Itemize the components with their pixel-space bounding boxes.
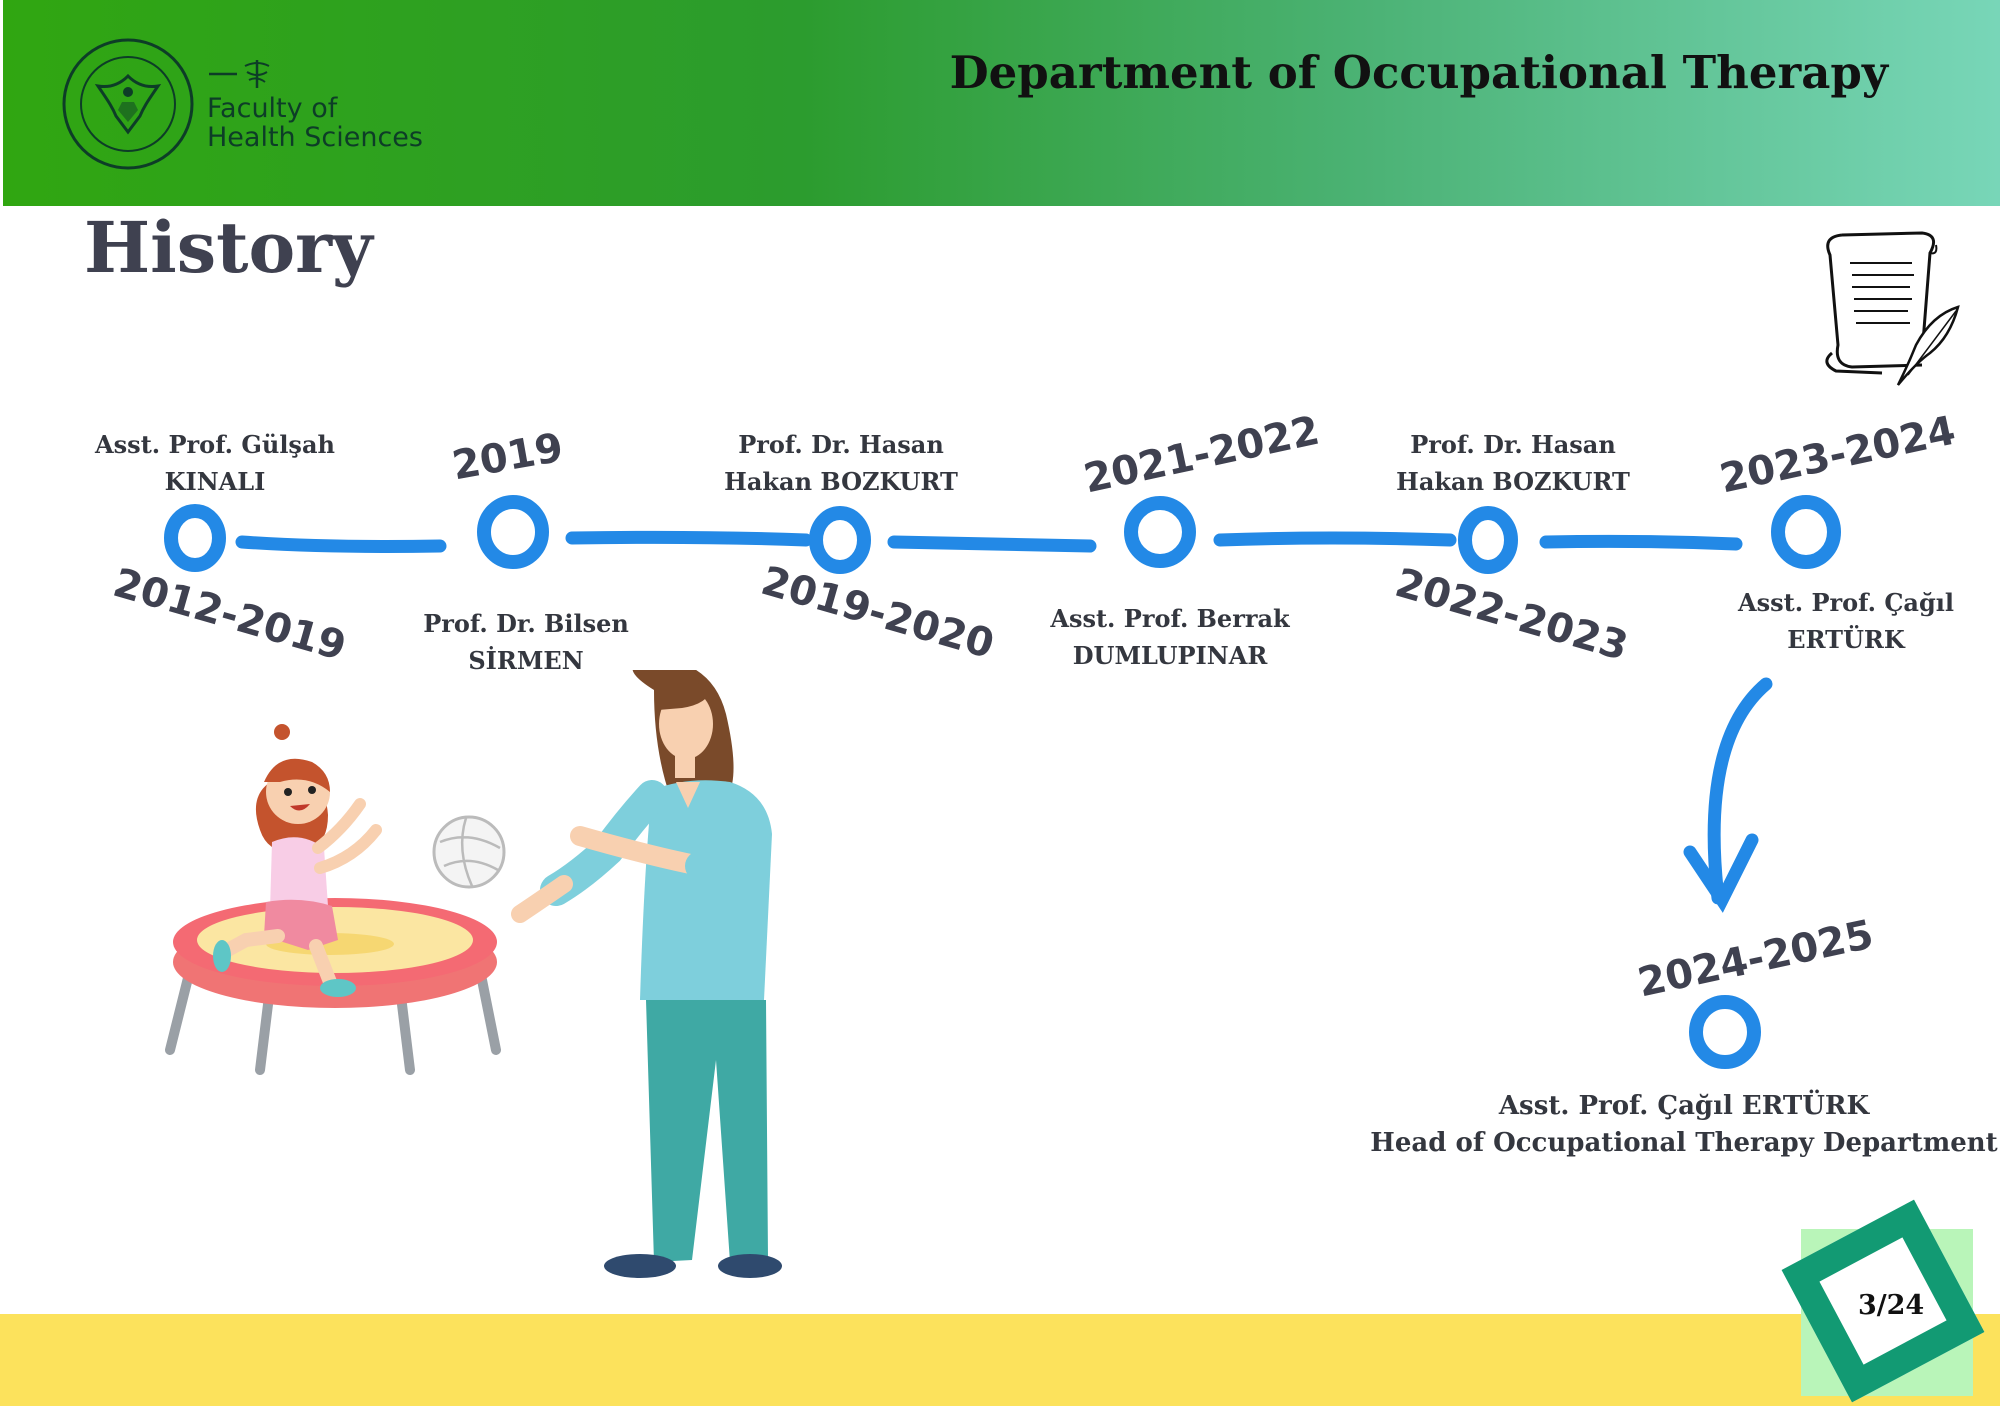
timeline-node-3 xyxy=(816,513,864,567)
timeline-entry-2-name xyxy=(423,605,629,679)
timeline-entry-1-name xyxy=(95,426,335,500)
timeline-entry-5-years: 2022-2023 xyxy=(1390,559,1633,671)
entry-2-name-line2: SİRMEN xyxy=(468,646,584,675)
entry-3-name-line1: Prof. Dr. Hasan xyxy=(738,430,944,459)
current-head-role: Head of Occupational Therapy Department xyxy=(1370,1128,1998,1158)
page-number: 3/24 xyxy=(1858,1290,1925,1321)
timeline-node-1 xyxy=(171,511,219,565)
entry-5-name-line1: Prof. Dr. Hasan xyxy=(1410,430,1616,459)
faculty-line-1: Faculty of xyxy=(207,93,338,124)
timeline-entry-6-name xyxy=(1738,584,1954,658)
timeline-node-6 xyxy=(1778,502,1834,562)
timeline-entry-4-name xyxy=(1050,600,1289,674)
faculty-line-2: Health Sciences xyxy=(207,122,423,153)
footer-bar xyxy=(0,1314,2000,1406)
current-head xyxy=(1370,1088,1997,1162)
page-title: History xyxy=(84,206,373,289)
entry-4-name-line2: DUMLUPINAR xyxy=(1072,641,1268,670)
timeline-node-5 xyxy=(1465,513,1511,567)
timeline-entry-6-years: 2023-2024 xyxy=(1715,407,1960,503)
current-years: 2024-2025 xyxy=(1633,911,1878,1007)
timeline-connector-2 xyxy=(572,537,806,540)
entry-3-name-line2: Hakan BOZKURT xyxy=(724,467,958,496)
timeline-entry-4-years: 2021-2022 xyxy=(1079,407,1324,503)
timeline-entry-2-years: 2019 xyxy=(448,424,567,490)
entry-1-name-line2: KINALI xyxy=(164,467,266,496)
timeline-entry-1-years: 2012-2019 xyxy=(108,559,351,671)
timeline-connector-5 xyxy=(1546,541,1736,544)
timeline-node-current xyxy=(1696,1002,1754,1062)
timeline-node-4 xyxy=(1131,503,1189,561)
entry-6-name-line1: Asst. Prof. Çağıl xyxy=(1738,588,1954,617)
current-head-name: Asst. Prof. Çağıl ERTÜRK xyxy=(1498,1091,1870,1121)
timeline-entry-5-name xyxy=(1396,426,1630,500)
entry-2-name-line1: Prof. Dr. Bilsen xyxy=(423,609,629,638)
timeline-connector-4 xyxy=(1220,538,1450,540)
therapist-child-illustration xyxy=(160,670,800,1310)
entry-5-name-line2: Hakan BOZKURT xyxy=(1396,467,1630,496)
therapist-illustration xyxy=(520,670,782,1278)
entry-4-name-line1: Asst. Prof. Berrak xyxy=(1050,604,1290,633)
timeline-connector-1 xyxy=(242,542,440,547)
timeline-node-2 xyxy=(484,502,542,562)
entry-6-name-line2: ERTÜRK xyxy=(1787,625,1905,654)
volleyball-illustration xyxy=(434,817,504,887)
entry-1-name-line1: Asst. Prof. Gülşah xyxy=(95,430,335,459)
timeline-connector-3 xyxy=(894,542,1090,546)
timeline-entry-3-years: 2019-2020 xyxy=(756,557,999,669)
timeline-entry-3-name xyxy=(724,426,958,500)
department-title: Department of Occupational Therapy xyxy=(949,46,1888,99)
